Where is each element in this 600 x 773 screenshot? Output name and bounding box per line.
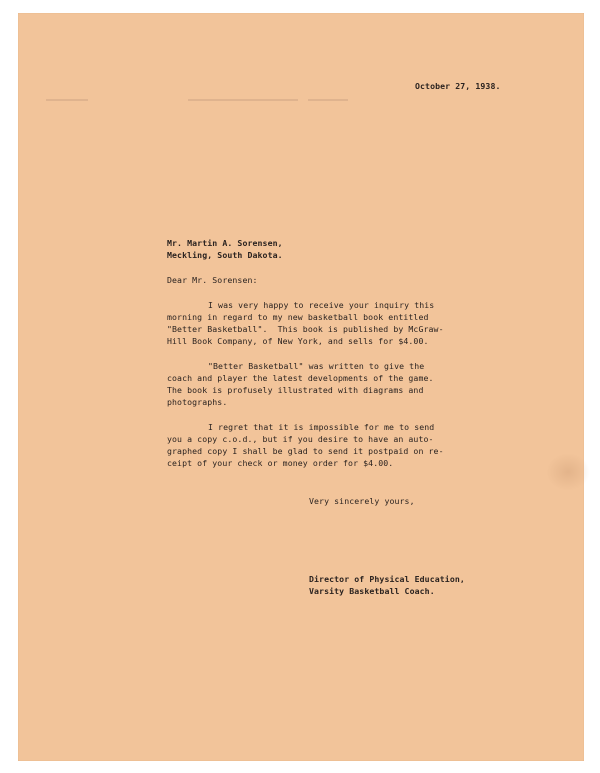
paragraph-line: The book is profusely illustrated with diagrams and [167, 385, 424, 395]
signature-title: Director of Physical Education, [309, 574, 465, 584]
paragraph-line: morning in regard to my new basketball book entitled [167, 312, 429, 322]
paragraph-line: I was very happy to receive your inquiry this [208, 300, 435, 310]
letter-date: October 27, 1938. [415, 81, 501, 91]
letter-page [18, 13, 584, 761]
paragraph-line: ceipt of your check or money order for $4.00. [167, 458, 394, 468]
salutation: Dear Mr. Sorensen: [167, 275, 258, 285]
signature-subtitle: Varsity Basketball Coach. [309, 586, 435, 596]
paragraph-line: Hill Book Company, of New York, and sells for $4.00. [167, 336, 429, 346]
paragraph-line: I regret that it is impossible for me to send [208, 422, 435, 432]
faint-letterhead-mark [46, 99, 88, 101]
paragraph-line: coach and player the latest developments of the game. [167, 373, 434, 383]
recipient-address: Meckling, South Dakota. [167, 250, 283, 260]
recipient-name: Mr. Martin A. Sorensen, [167, 238, 283, 248]
paragraph-line: photographs. [167, 397, 228, 407]
faint-letterhead-mark [188, 99, 298, 101]
paragraph-line: "Better Basketball". This book is published by McGraw- [167, 324, 444, 334]
paragraph-line: graphed copy I shall be glad to send it postpaid on re- [167, 446, 444, 456]
faint-letterhead-mark [308, 99, 348, 101]
paragraph-line: "Better Basketball" was written to give the [208, 361, 425, 371]
paragraph-line: you a copy c.o.d., but if you desire to have an auto- [167, 434, 434, 444]
closing: Very sincerely yours, [309, 496, 415, 506]
